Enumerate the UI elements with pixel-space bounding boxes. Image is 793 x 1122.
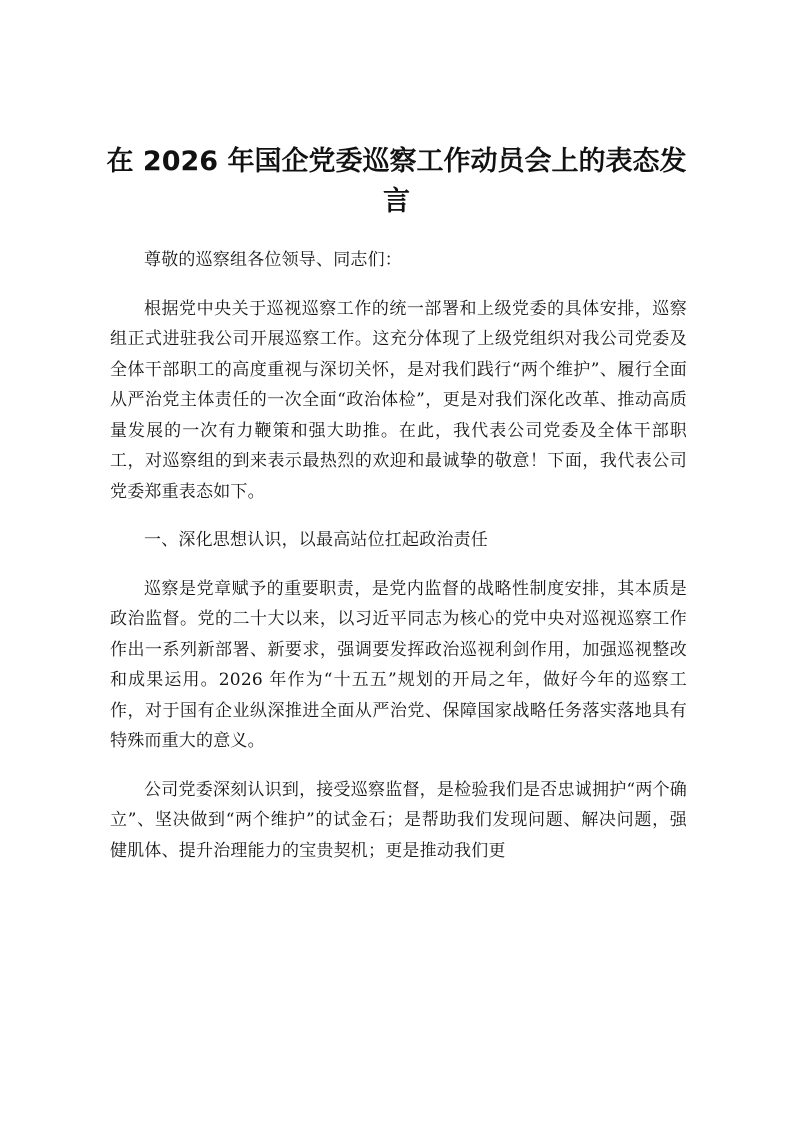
body-paragraph-2: 公司党委深刻认识到，接受巡察监督，是检验我们是否忠诚拥护“两个确立”、坚决做到“两个维护”的试金石；是帮助我们发现问题、解决问题，强健肌体、提升治理能力的宝贵契机；更是推动我们更	[110, 779, 687, 861]
document-body	[110, 245, 687, 866]
document-title: 在 2026 年国企党委巡察工作动员会上的表态发言	[106, 146, 687, 217]
body-paragraph-1: 巡察是党章赋予的重要职责，是党内监督的战略性制度安排，其本质是政治监督。党的二十大以来，以习近平同志为核心的党中央对巡视巡察工作作出一系列新部署、新要求，强调要发挥政治巡视利剑作用，加强巡视整改和成果运用。2026 年作为“十五五”规划的开局之年，做好今年的巡察工作，对于国有企业纵深推进全面从严治党、保障国家战略任务落实落地具有特殊而重大的意义。	[110, 578, 687, 751]
salutation-paragraph: 尊敬的巡察组各位领导、同志们：	[144, 250, 402, 270]
section-heading-1: 一、深化思想认识，以最高站位扛起政治责任	[144, 530, 488, 550]
intro-paragraph: 根据党中央关于巡视巡察工作的统一部署和上级党委的具体安排，巡察组正式进驻我公司开展巡察工作。这充分体现了上级党组织对我公司党委及全体干部职工的高度重视与深切关怀，是对我们践行“两个维护”、履行全面从严治党主体责任的一次全面“政治体检”，更是对我们深化改革、推动高质量发展的一次有力鞭策和强大助推。在此，我代表公司党委及全体干部职工，对巡察组的到来表示最热烈的欢迎和最诚挚的敬意！下面，我代表公司党委郑重表态如下。	[110, 298, 687, 502]
